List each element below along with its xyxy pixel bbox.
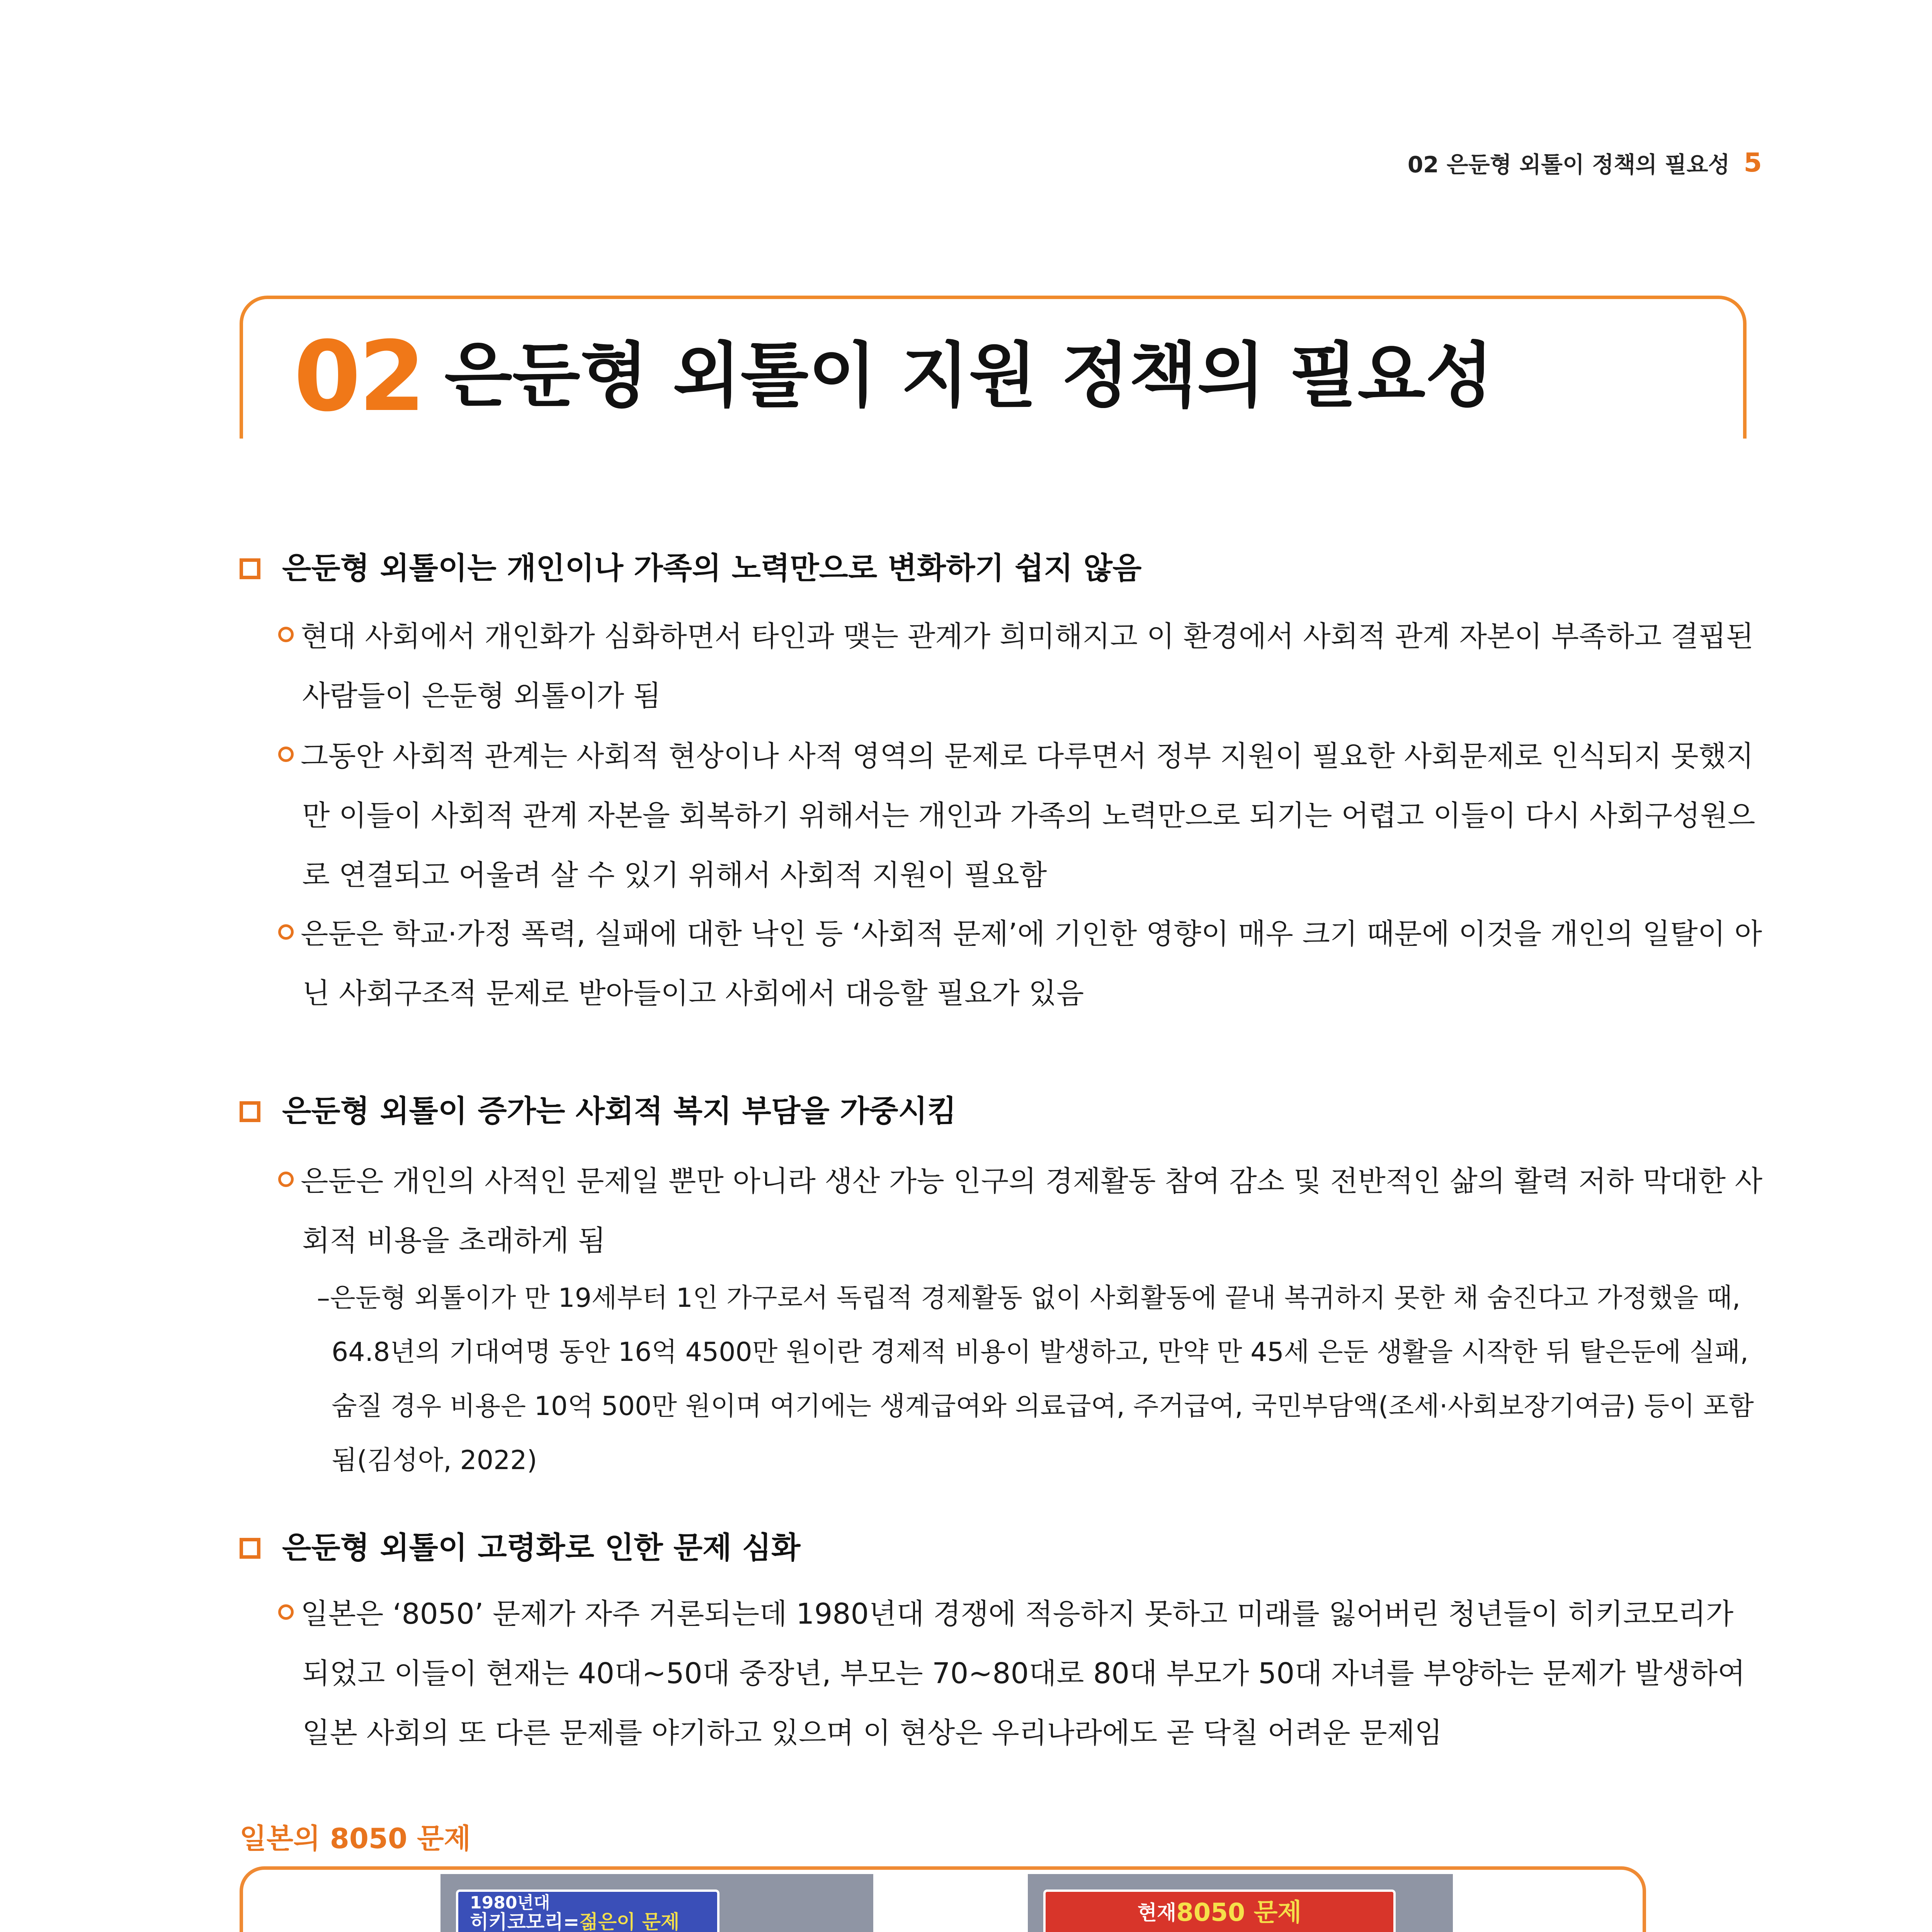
section-heading-2: 은둔형 외톨이 증가는 사회적 복지 부담을 가중시킴 [240,1094,956,1130]
circle-bullet-icon [278,924,294,940]
bullet-1-1: 현대 사회에서 개인화가 심화하면서 타인과 맺는 관계가 희미해지고 이 환경에서 사회적 관계 자본이 부족하고 결핍된 사람들이 은둔형 외톨이가 됨 [278,607,1770,726]
running-header-text: 02 은둔형 외톨이 정책의 필요성 [1407,151,1730,178]
circle-bullet-icon [278,1604,294,1620]
square-bullet-icon [240,558,260,579]
bullet-2-1: 은둔은 개인의 사적인 문제일 뿐만 아니라 생산 가능 인구의 경제활동 참여 감소 및 전반적인 삶의 활력 저하 막대한 사회적 비용을 초래하게 됨 [278,1151,1770,1270]
chapter-title: 은둔형 외톨이 지원 정책의 필요성 [444,335,1493,417]
right-top-label: 현재 8050 문제 [1043,1889,1396,1932]
left-top-label [456,1889,719,1932]
left-top-label-line1: 1980년대 [470,1893,550,1913]
dash-note-2: –은둔형 외톨이가 만 19세부터 1인 가구로서 독립적 경제활동 없이 사회활동에 끝내 복귀하지 못한 채 숨진다고 가정했을 때, 64.8년의 기대여명 동안 16억 4500만 원이란 경제적 비용이 발생하고, 만약 만 45세 은둔 생활을 시작한 뒤 탈은둔에 실패, 숨질 경우 비용은 10억 500만 원이며 여기에는 생계급여와 의료급여, 주거급여, 국민부담액(조세·사회보장기여금) 등이 포함됨(김성아, 2022) [317,1283,1754,1476]
left-top-label-line2: 히키코모리=젊은이 문제 [470,1910,680,1932]
bullet-3-1: 일본은 ‘8050’ 문제가 자주 거론되는데 1980년대 경쟁에 적응하지 못하고 미래를 잃어버린 청년들이 히키코모리가 되었고 이들이 현재는 40대~50대 중장년, 부모는 70~80대로 80대 부모가 50대 자녀를 부양하는 문제가 발생하여 일본 사회의 또 다른 문제를 야기하고 있으며 이 현상은 우리나라에도 곧 닥칠 어려운 문제임 [278,1584,1770,1763]
illustration-left-panel [440,1874,873,1932]
page-number: 5 [1743,147,1762,178]
section-heading-3: 은둔형 외톨이 고령화로 인한 문제 심화 [240,1530,800,1566]
chapter-number: 02 [294,320,423,433]
illustration-right-panel [1028,1874,1453,1932]
square-bullet-icon [240,1538,260,1559]
circle-bullet-icon [278,747,294,762]
square-bullet-icon [240,1101,260,1122]
figure-caption: 일본의 8050 문제 [240,1822,471,1855]
circle-bullet-icon [278,627,294,642]
bullet-1-3: 은둔은 학교·가정 폭력, 실패에 대한 낙인 등 ‘사회적 문제’에 기인한 영향이 매우 크기 때문에 이것을 개인의 일탈이 아닌 사회구조적 문제로 받아들이고 사회에서 대응할 필요가 있음 [278,904,1770,1023]
bullet-1-2: 그동안 사회적 관계는 사회적 현상이나 사적 영역의 문제로 다루면서 정부 지원이 필요한 사회문제로 인식되지 못했지만 이들이 사회적 관계 자본을 회복하기 위해서는 개인과 가족의 노력만으로 되기는 어렵고 이들이 다시 사회구성원으로 연결되고 어울려 살 수 있기 위해서 사회적 지원이 필요함 [278,726,1770,905]
section-heading-1: 은둔형 외톨이는 개인이나 가족의 노력만으로 변화하기 쉽지 않음 [240,551,1142,587]
circle-bullet-icon [278,1172,294,1187]
running-header [1314,145,1762,180]
